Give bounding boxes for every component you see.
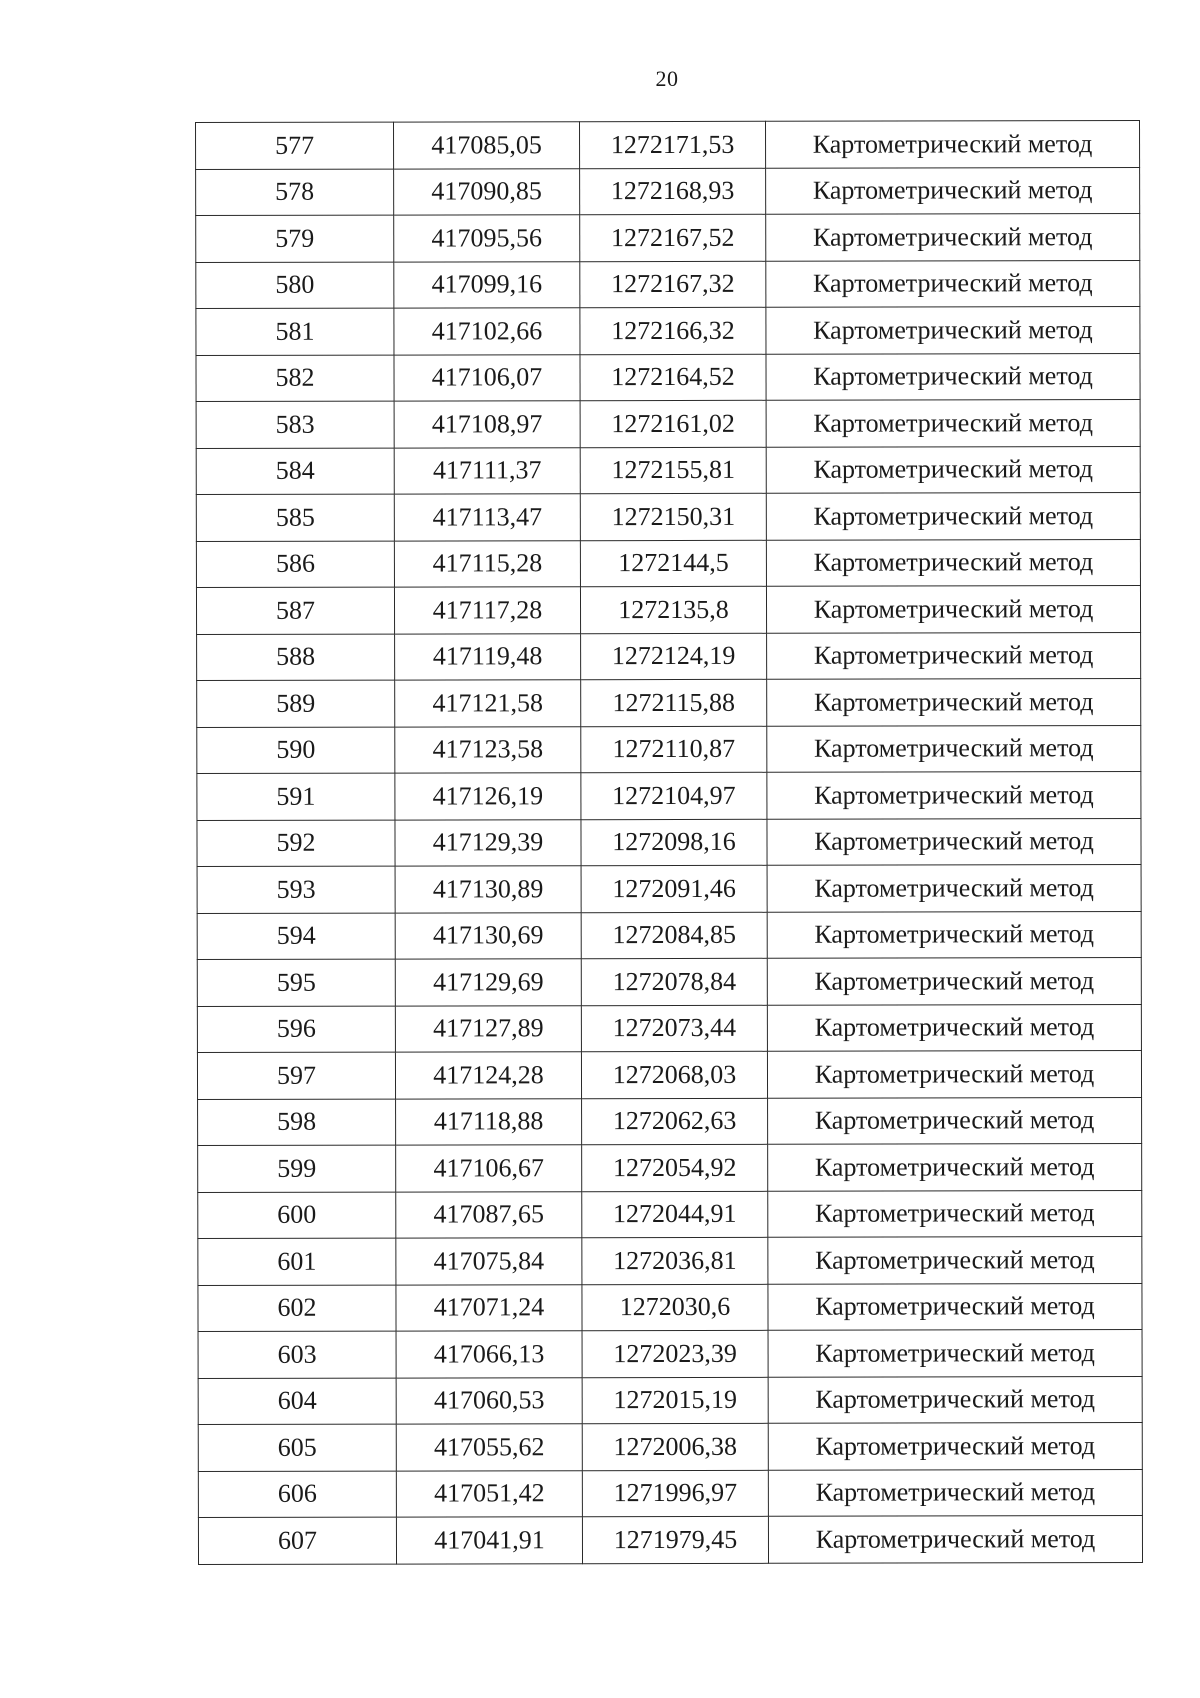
method-cell: Картометрический метод (768, 1376, 1142, 1423)
x-coordinate-cell: 417113,47 (394, 494, 580, 541)
point-number-cell: 582 (196, 355, 394, 402)
point-number-cell: 606 (198, 1471, 396, 1518)
y-coordinate-cell: 1272167,32 (580, 261, 766, 308)
method-cell: Картометрический метод (768, 1516, 1142, 1563)
x-coordinate-cell: 417121,58 (395, 680, 581, 727)
method-cell: Картометрический метод (766, 539, 1140, 586)
table-row (196, 539, 1140, 587)
y-coordinate-cell: 1272091,46 (581, 865, 767, 912)
x-coordinate-cell: 417106,67 (396, 1145, 582, 1192)
point-number-cell: 590 (197, 727, 395, 774)
method-cell: Картометрический метод (767, 632, 1141, 679)
point-number-cell: 603 (198, 1331, 396, 1378)
y-coordinate-cell: 1272073,44 (581, 1005, 767, 1052)
method-cell: Картометрический метод (766, 260, 1140, 307)
method-cell: Картометрический метод (768, 1283, 1142, 1330)
y-coordinate-cell: 1272115,88 (581, 679, 767, 726)
point-number-cell: 587 (196, 587, 394, 634)
table-row (197, 958, 1141, 1006)
point-number-cell: 591 (197, 773, 395, 820)
method-cell: Картометрический метод (768, 1330, 1142, 1377)
y-coordinate-cell: 1272166,32 (580, 307, 766, 354)
coordinates-table-body (196, 121, 1143, 1564)
y-coordinate-cell: 1272124,19 (581, 633, 767, 680)
table-row (197, 679, 1141, 727)
x-coordinate-cell: 417117,28 (394, 587, 580, 634)
x-coordinate-cell: 417130,89 (395, 866, 581, 913)
point-number-cell: 581 (196, 308, 394, 355)
table-row (198, 1516, 1142, 1564)
y-coordinate-cell: 1272164,52 (580, 354, 766, 401)
table-row (198, 1237, 1142, 1285)
x-coordinate-cell: 417111,37 (394, 447, 580, 494)
method-cell: Картометрический метод (766, 400, 1140, 447)
y-coordinate-cell: 1272062,63 (582, 1098, 768, 1145)
method-cell: Картометрический метод (767, 1051, 1141, 1098)
table-row (197, 1004, 1141, 1052)
y-coordinate-cell: 1272161,02 (580, 400, 766, 447)
y-coordinate-cell: 1272135,8 (580, 586, 766, 633)
x-coordinate-cell: 417071,24 (396, 1284, 582, 1331)
method-cell: Картометрический метод (766, 307, 1140, 354)
method-cell: Картометрический метод (766, 167, 1140, 214)
point-number-cell: 607 (198, 1517, 396, 1564)
method-cell: Картометрический метод (767, 865, 1141, 912)
method-cell: Картометрический метод (767, 725, 1141, 772)
point-number-cell: 599 (198, 1145, 396, 1192)
x-coordinate-cell: 417087,65 (396, 1191, 582, 1238)
table-row (198, 1469, 1142, 1517)
y-coordinate-cell: 1272006,38 (582, 1423, 768, 1470)
x-coordinate-cell: 417108,97 (394, 401, 580, 448)
method-cell: Картометрический метод (768, 1097, 1142, 1144)
point-number-cell: 589 (197, 680, 395, 727)
point-number-cell: 597 (197, 1052, 395, 1099)
method-cell: Картометрический метод (767, 911, 1141, 958)
table-row (198, 1097, 1142, 1145)
y-coordinate-cell: 1272078,84 (581, 958, 767, 1005)
y-coordinate-cell: 1272098,16 (581, 819, 767, 866)
method-cell: Картометрический метод (766, 493, 1140, 540)
point-number-cell: 586 (196, 541, 394, 588)
x-coordinate-cell: 417060,53 (396, 1377, 582, 1424)
table-row (196, 121, 1140, 169)
table-row (196, 493, 1140, 541)
y-coordinate-cell: 1272036,81 (582, 1237, 768, 1284)
y-coordinate-cell: 1272155,81 (580, 447, 766, 494)
table-row (196, 307, 1140, 355)
y-coordinate-cell: 1272168,93 (580, 168, 766, 215)
method-cell: Картометрический метод (767, 772, 1141, 819)
x-coordinate-cell: 417041,91 (396, 1517, 582, 1564)
x-coordinate-cell: 417123,58 (395, 726, 581, 773)
method-cell: Картометрический метод (768, 1144, 1142, 1191)
method-cell: Картометрический метод (766, 214, 1140, 261)
table-row (196, 586, 1140, 634)
table-row (196, 260, 1140, 308)
x-coordinate-cell: 417090,85 (394, 168, 580, 215)
x-coordinate-cell: 417102,66 (394, 308, 580, 355)
x-coordinate-cell: 417106,07 (394, 354, 580, 401)
y-coordinate-cell: 1272044,91 (582, 1191, 768, 1238)
method-cell: Картометрический метод (765, 121, 1139, 168)
point-number-cell: 602 (198, 1285, 396, 1332)
point-number-cell: 584 (196, 448, 394, 495)
point-number-cell: 585 (196, 494, 394, 541)
point-number-cell: 588 (197, 634, 395, 681)
table-row (198, 1283, 1142, 1331)
method-cell: Картометрический метод (767, 958, 1141, 1005)
point-number-cell: 578 (196, 169, 394, 216)
x-coordinate-cell: 417095,56 (394, 215, 580, 262)
point-number-cell: 596 (197, 1006, 395, 1053)
x-coordinate-cell: 417126,19 (395, 773, 581, 820)
table-row (198, 1330, 1142, 1378)
x-coordinate-cell: 417075,84 (396, 1238, 582, 1285)
point-number-cell: 598 (198, 1099, 396, 1146)
table-row (196, 167, 1140, 215)
point-number-cell: 601 (198, 1238, 396, 1285)
table-row (198, 1376, 1142, 1424)
point-number-cell: 593 (197, 866, 395, 913)
x-coordinate-cell: 417129,69 (395, 959, 581, 1006)
point-number-cell: 594 (197, 913, 395, 960)
table-row (196, 353, 1140, 401)
table-row (197, 725, 1141, 773)
method-cell: Картометрический метод (766, 446, 1140, 493)
y-coordinate-cell: 1271979,45 (582, 1516, 768, 1563)
table-row (198, 1144, 1142, 1192)
coordinates-table (195, 120, 1143, 1564)
x-coordinate-cell: 417085,05 (394, 122, 580, 169)
table-row (197, 632, 1141, 680)
x-coordinate-cell: 417118,88 (396, 1098, 582, 1145)
y-coordinate-cell: 1272150,31 (580, 493, 766, 540)
x-coordinate-cell: 417055,62 (396, 1424, 582, 1471)
y-coordinate-cell: 1272104,97 (581, 772, 767, 819)
point-number-cell: 600 (198, 1192, 396, 1239)
point-number-cell: 604 (198, 1378, 396, 1425)
table-row (197, 1051, 1141, 1099)
table-row (196, 446, 1140, 494)
y-coordinate-cell: 1272023,39 (582, 1330, 768, 1377)
table-row (196, 400, 1140, 448)
method-cell: Картометрический метод (768, 1469, 1142, 1516)
x-coordinate-cell: 417129,39 (395, 819, 581, 866)
y-coordinate-cell: 1271996,97 (582, 1470, 768, 1517)
x-coordinate-cell: 417119,48 (395, 633, 581, 680)
x-coordinate-cell: 417099,16 (394, 261, 580, 308)
method-cell: Картометрический метод (767, 818, 1141, 865)
x-coordinate-cell: 417124,28 (395, 1052, 581, 1099)
method-cell: Картометрический метод (768, 1237, 1142, 1284)
table-row (197, 865, 1141, 913)
y-coordinate-cell: 1272015,19 (582, 1377, 768, 1424)
method-cell: Картометрический метод (767, 679, 1141, 726)
point-number-cell: 579 (196, 215, 394, 262)
y-coordinate-cell: 1272171,53 (580, 121, 766, 168)
point-number-cell: 592 (197, 820, 395, 867)
method-cell: Картометрический метод (768, 1190, 1142, 1237)
table-row (197, 818, 1141, 866)
table-row (197, 772, 1141, 820)
x-coordinate-cell: 417066,13 (396, 1331, 582, 1378)
y-coordinate-cell: 1272054,92 (582, 1144, 768, 1191)
method-cell: Картометрический метод (767, 1004, 1141, 1051)
table-row (198, 1423, 1142, 1471)
point-number-cell: 583 (196, 401, 394, 448)
table-row (198, 1190, 1142, 1238)
point-number-cell: 595 (197, 959, 395, 1006)
y-coordinate-cell: 1272030,6 (582, 1284, 768, 1331)
y-coordinate-cell: 1272110,87 (581, 726, 767, 773)
method-cell: Картометрический метод (766, 586, 1140, 633)
y-coordinate-cell: 1272144,5 (580, 540, 766, 587)
x-coordinate-cell: 417127,89 (395, 1005, 581, 1052)
point-number-cell: 605 (198, 1424, 396, 1471)
y-coordinate-cell: 1272068,03 (581, 1051, 767, 1098)
page-number: 20 (655, 66, 679, 91)
x-coordinate-cell: 417115,28 (394, 540, 580, 587)
method-cell: Картометрический метод (768, 1423, 1142, 1470)
point-number-cell: 577 (196, 122, 394, 169)
table-row (197, 911, 1141, 959)
y-coordinate-cell: 1272167,52 (580, 214, 766, 261)
x-coordinate-cell: 417130,69 (395, 912, 581, 959)
table-row (196, 214, 1140, 262)
x-coordinate-cell: 417051,42 (396, 1470, 582, 1517)
y-coordinate-cell: 1272084,85 (581, 912, 767, 959)
method-cell: Картометрический метод (766, 353, 1140, 400)
point-number-cell: 580 (196, 262, 394, 309)
